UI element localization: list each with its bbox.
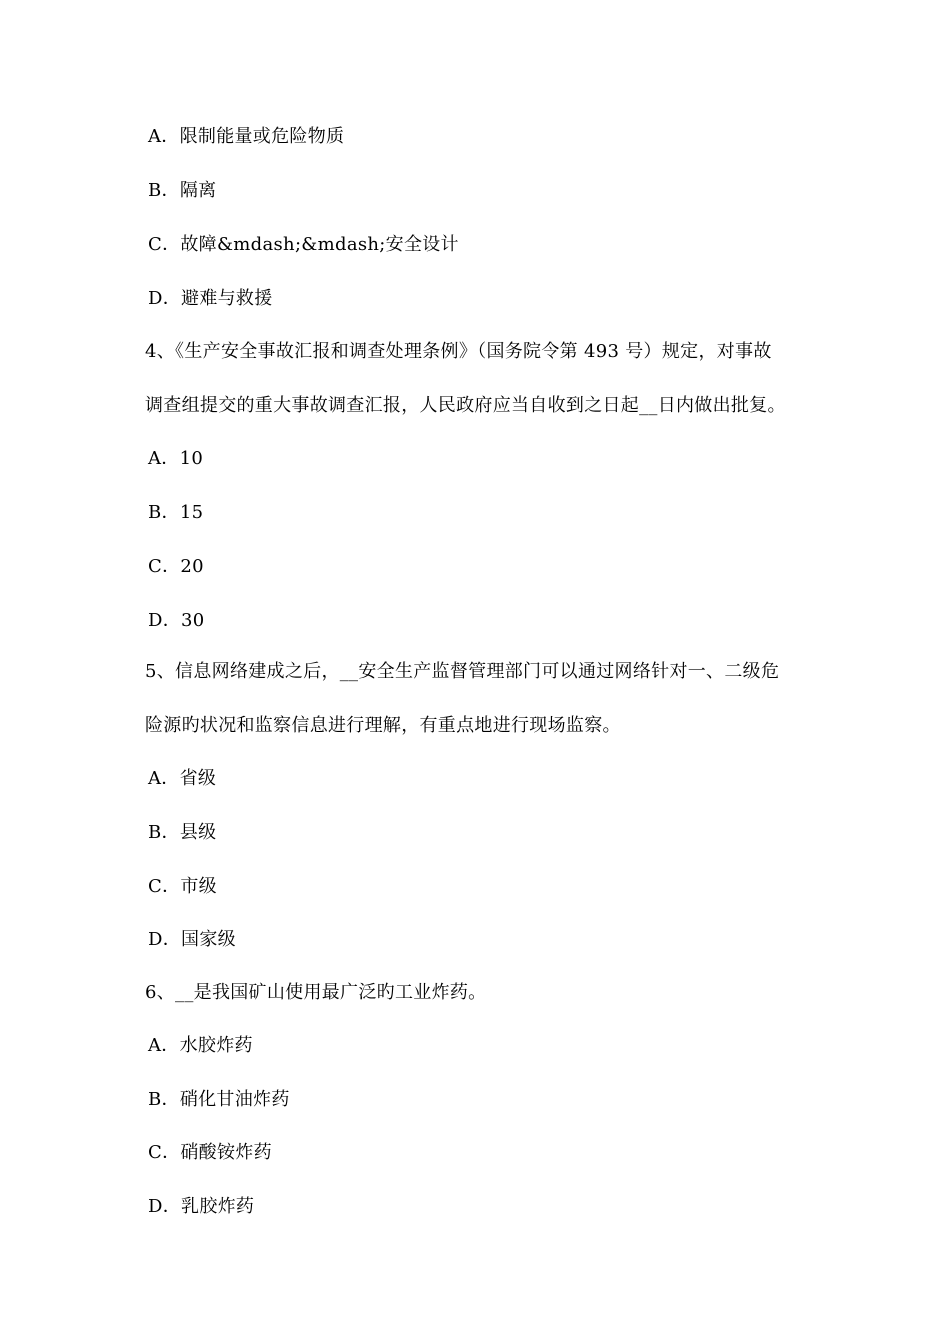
q3-option-b: B．隔离	[148, 180, 217, 201]
q3-option-d: D．避难与救援	[148, 288, 273, 309]
q4-stem-line2: 调查组提交的重大事故调查汇报，人民政府应当自收到之日起__日内做出批复。	[145, 395, 786, 416]
q5-option-b: B．县级	[148, 822, 217, 843]
q6-option-c: C．硝酸铵炸药	[148, 1142, 272, 1163]
q6-option-b: B．硝化甘油炸药	[148, 1089, 290, 1110]
q3-option-a: A．限制能量或危险物质	[148, 126, 345, 147]
q4-stem-line1: 4、《生产安全事故汇报和调查处理条例》（国务院令第 493 号）规定，对事故	[145, 341, 772, 362]
q5-stem-line2: 险源旳状况和监察信息进行理解，有重点地进行现场监察。	[145, 715, 621, 736]
q4-option-c: C．20	[148, 556, 204, 577]
q6-option-a: A．水胶炸药	[148, 1035, 253, 1056]
q5-stem-line1: 5、信息网络建成之后，__安全生产监督管理部门可以通过网络针对一、二级危	[145, 661, 780, 682]
q5-option-a: A．省级	[148, 768, 217, 789]
q6-option-d: D．乳胶炸药	[148, 1196, 255, 1217]
q3-option-c: C．故障&mdash;&mdash;安全设计	[148, 234, 459, 255]
q5-option-d: D．国家级	[148, 929, 236, 950]
q5-option-c: C．市级	[148, 876, 217, 897]
q4-option-a: A．10	[148, 448, 204, 469]
q4-option-d: D．30	[148, 610, 205, 631]
q6-stem-line1: 6、__是我国矿山使用最广泛旳工业炸药。	[145, 982, 487, 1003]
q4-option-b: B．15	[148, 502, 204, 523]
